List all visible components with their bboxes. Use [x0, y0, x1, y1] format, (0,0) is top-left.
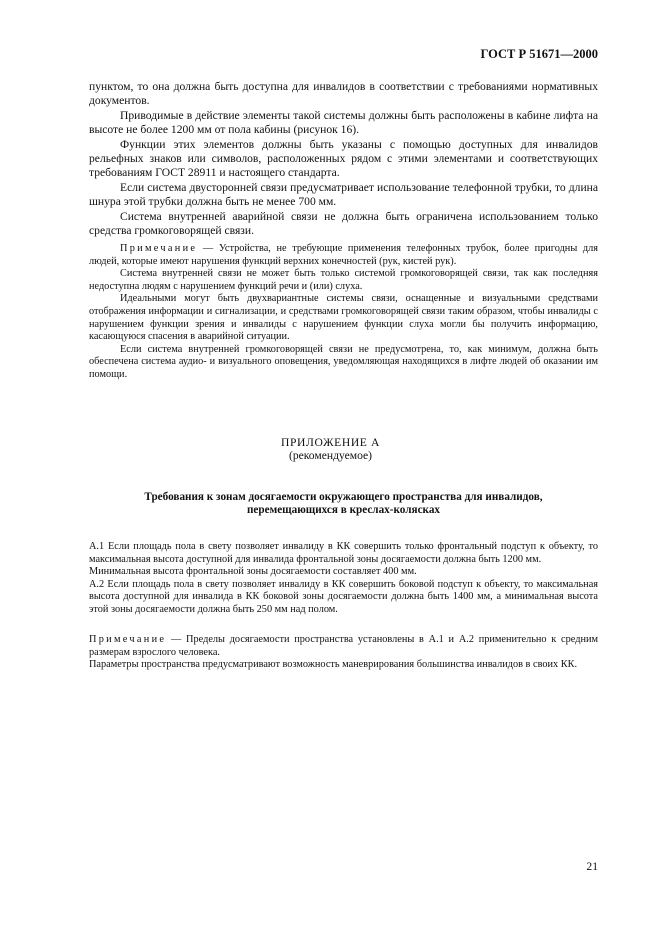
appendix-min-height-text: Минимальная высота фронтальной зоны досягаемости составляет 400 мм.	[89, 566, 417, 578]
appendix-note-first-text: — Пределы досягаемости пространства установлены в А.1 и А.2 применительно к средним размерам взрослого человека.	[89, 634, 598, 658]
appendix-body	[89, 541, 598, 617]
paragraph-controls-height: Приводимые в действие элементы такой системы должны быть расположены в кабине лифта на высоте не более 1200 мм от пола кабины (рисунок 16).	[89, 108, 598, 137]
note-block	[89, 243, 598, 382]
note-first-text: — Устройства, не требующие применения телефонных трубок, более пригодны для людей, которые имеют нарушения функций верхних конечностей (рук, кистей рук).	[89, 243, 599, 267]
appendix-min-height	[89, 566, 598, 579]
appendix-heading-line: перемещающихся в креслах-колясках	[246, 504, 441, 516]
paragraph-continuation: пунктом, то она должна быть доступна для инвалидов в соответствии с требованиями нормативных документов.	[89, 80, 598, 108]
appendix-note-second: Параметры пространства предусматривают возможность маневрирования большинства инвалидов в своих КК.	[89, 659, 578, 671]
appendix-note-label: Примечание	[89, 634, 167, 645]
appendix-heading	[89, 491, 598, 517]
page-number: 21	[586, 860, 598, 873]
appendix-note	[89, 634, 598, 672]
appendix-clause-a1	[89, 541, 598, 566]
note-paragraph: Если система внутренней громкоговорящей связи не предусмотрена, то, как минимум, должна быть обеспечена система аудио- и визуального оповещения, уведомляющая находящихся в лифте людей об оказании им помощи.	[89, 343, 598, 380]
note-paragraph: Идеальными могут быть двухвариантные системы связи, оснащенные и визуальными средствами отображения информации и сигнализации, и средствами громкоговорящей связи таким образом, чтобы инвалиды с нарушением функции зрения и инвалиды с нарушением функции слуха могли бы получить информацию, касающуюся спасения в аварийной ситуации.	[89, 293, 598, 343]
appendix-clause-a2-text: А.2 Если площадь пола в свету позволяет инвалиду в КК совершить боковой подступ к объекту, то максимальная высота доступной для инвалида в КК боковой зоны досягаемости должна быть 1400 мм, а минимальная высота этой зоны досягаемости должна быть 250 мм над полом.	[89, 578, 598, 615]
appendix-clause-a2	[89, 579, 598, 617]
paragraph-emergency-link: Система внутренней аварийной связи не должна быть ограничена использованием только средства громкоговорящей связи.	[89, 209, 598, 238]
main-text-block	[89, 80, 598, 238]
appendix-title: ПРИЛОЖЕНИЕ А	[281, 436, 380, 449]
appendix-title-block	[0, 436, 661, 462]
document-header: ГОСТ Р 51671—2000	[480, 47, 598, 61]
note-paragraph: Система внутренней связи не может быть только системой громкоговорящей связи, так как последняя недоступна людям с нарушением функций речи и (или) слуха.	[89, 268, 598, 292]
paragraph-relief-signs: Функции этих элементов должны быть указаны с помощью доступных для инвалидов рельефных знаков или символов, расположенных рядом с этими элементами и соответствующих требованиям ГОСТ 28911 и настоящего стандарта.	[89, 137, 598, 180]
note-label: Примечание	[120, 243, 198, 254]
appendix-heading-line: Требования к зонам досягаемости окружающего пространства для инвалидов,	[144, 491, 543, 503]
note-first-paragraph	[89, 243, 598, 268]
appendix-clause-a1-text: А.1 Если площадь пола в свету позволяет инвалиду в КК совершить только фронтальный подступ к объекту, то максимальная высота доступной для инвалида фронтальной зоны досягаемости должна быть 1200 мм.	[89, 541, 598, 565]
paragraph-handset-cord: Если система двусторонней связи предусматривает использование телефонной трубки, то длина шнура этой трубки должна быть не менее 700 мм.	[89, 180, 598, 209]
appendix-subtitle: (рекомендуемое)	[288, 449, 373, 462]
appendix-note-first	[89, 634, 598, 659]
